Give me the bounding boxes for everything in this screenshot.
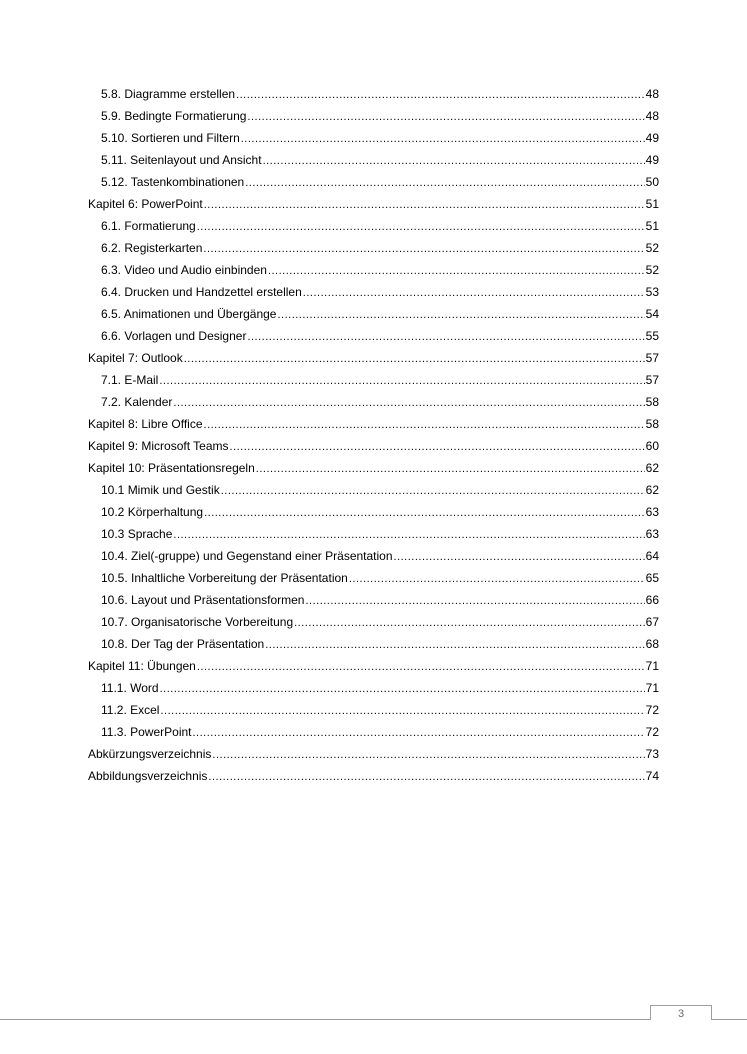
toc-entry-page: 63: [645, 505, 659, 519]
table-of-contents: [88, 83, 659, 787]
toc-entry[interactable]: [88, 105, 659, 127]
toc-entry[interactable]: [88, 281, 659, 303]
toc-entry-label: 6.4. Drucken und Handzettel erstellen: [101, 285, 302, 299]
toc-entry-label: Abkürzungsverzeichnis: [88, 747, 212, 761]
toc-entry-label: 5.9. Bedingte Formatierung: [101, 109, 247, 123]
toc-entry-page: 74: [645, 769, 659, 783]
dot-leader: [241, 128, 645, 150]
dot-leader: [236, 84, 645, 106]
dot-leader: [294, 612, 645, 634]
dot-leader: [277, 304, 644, 326]
toc-entry[interactable]: [88, 127, 659, 149]
toc-entry[interactable]: [88, 501, 659, 523]
toc-entry-page: 57: [645, 373, 659, 387]
dot-leader: [230, 436, 645, 458]
dot-leader: [204, 194, 645, 216]
dot-leader: [265, 634, 644, 656]
toc-entry[interactable]: [88, 171, 659, 193]
toc-entry[interactable]: [88, 545, 659, 567]
toc-entry[interactable]: [88, 303, 659, 325]
toc-entry-page: 71: [645, 681, 659, 695]
toc-entry-label: 7.1. E-Mail: [101, 373, 159, 387]
toc-entry-label: 10.7. Organisatorische Vorbereitung: [101, 615, 294, 629]
toc-entry[interactable]: [88, 83, 659, 105]
toc-entry-label: 6.1. Formatierung: [101, 219, 196, 233]
dot-leader: [203, 238, 644, 260]
toc-entry-label: 10.3 Sprache: [101, 527, 173, 541]
toc-entry[interactable]: [88, 699, 659, 721]
dot-leader: [247, 106, 644, 128]
toc-entry-page: 55: [645, 329, 659, 343]
toc-entry-label: Abbildungsverzeichnis: [88, 769, 208, 783]
dot-leader: [303, 282, 645, 304]
toc-entry-page: 71: [645, 659, 659, 673]
dot-leader: [204, 502, 645, 524]
toc-entry-page: 63: [645, 527, 659, 541]
toc-entry-page: 52: [645, 263, 659, 277]
dot-leader: [394, 546, 645, 568]
toc-entry-page: 62: [645, 483, 659, 497]
dot-leader: [208, 766, 644, 788]
toc-entry[interactable]: [88, 215, 659, 237]
dot-leader: [268, 260, 645, 282]
toc-entry-page: 49: [645, 131, 659, 145]
toc-entry[interactable]: [88, 633, 659, 655]
toc-entry-label: 5.8. Diagramme erstellen: [101, 87, 236, 101]
toc-entry[interactable]: [88, 743, 659, 765]
dot-leader: [197, 656, 645, 678]
dot-leader: [256, 458, 645, 480]
toc-entry[interactable]: [88, 655, 659, 677]
toc-entry[interactable]: [88, 721, 659, 743]
dot-leader: [159, 370, 644, 392]
toc-entry-label: 6.5. Animationen und Übergänge: [101, 307, 277, 321]
toc-entry-label: Kapitel 8: Libre Office: [88, 417, 203, 431]
toc-entry-label: 6.2. Registerkarten: [101, 241, 203, 255]
toc-entry[interactable]: [88, 193, 659, 215]
toc-entry-label: 11.1. Word: [101, 681, 159, 695]
toc-entry-page: 51: [645, 219, 659, 233]
toc-entry-label: 10.4. Ziel(-gruppe) und Gegenstand einer Präsentation: [101, 549, 393, 563]
toc-entry-page: 54: [645, 307, 659, 321]
toc-entry-label: Kapitel 7: Outlook: [88, 351, 183, 365]
toc-entry-label: Kapitel 9: Microsoft Teams: [88, 439, 229, 453]
toc-entry[interactable]: [88, 149, 659, 171]
toc-entry-label: 5.11. Seitenlayout und Ansicht: [101, 153, 262, 167]
dot-leader: [173, 392, 644, 414]
toc-entry[interactable]: [88, 369, 659, 391]
toc-entry-label: 11.2. Excel: [101, 703, 160, 717]
toc-entry-page: 48: [645, 109, 659, 123]
toc-entry[interactable]: [88, 391, 659, 413]
toc-entry-label: Kapitel 10: Präsentationsregeln: [88, 461, 255, 475]
toc-entry-label: 10.5. Inhaltliche Vorbereitung der Präsentation: [101, 571, 348, 585]
dot-leader: [204, 414, 645, 436]
dot-leader: [245, 172, 644, 194]
dot-leader: [305, 590, 644, 612]
toc-entry-page: 72: [645, 725, 659, 739]
dot-leader: [193, 722, 645, 744]
dot-leader: [184, 348, 645, 370]
toc-entry-page: 73: [645, 747, 659, 761]
toc-entry[interactable]: [88, 479, 659, 501]
toc-entry[interactable]: [88, 677, 659, 699]
toc-entry[interactable]: [88, 457, 659, 479]
toc-entry-page: 58: [645, 417, 659, 431]
toc-entry-page: 53: [645, 285, 659, 299]
toc-entry-page: 49: [645, 153, 659, 167]
toc-entry-label: 10.6. Layout und Präsentationsformen: [101, 593, 305, 607]
footer-rule: [0, 1019, 747, 1020]
toc-entry[interactable]: [88, 325, 659, 347]
toc-entry-page: 50: [645, 175, 659, 189]
toc-entry[interactable]: [88, 611, 659, 633]
toc-entry[interactable]: [88, 435, 659, 457]
toc-entry-label: 6.6. Vorlagen und Designer: [101, 329, 247, 343]
toc-entry-label: 10.8. Der Tag der Präsentation: [101, 637, 265, 651]
toc-entry-page: 52: [645, 241, 659, 255]
toc-entry-page: 65: [645, 571, 659, 585]
toc-entry[interactable]: [88, 523, 659, 545]
toc-entry-label: 5.12. Tastenkombinationen: [101, 175, 245, 189]
page-number: 3: [650, 1005, 712, 1020]
dot-leader: [197, 216, 645, 238]
toc-entry[interactable]: [88, 413, 659, 435]
toc-entry-page: 68: [645, 637, 659, 651]
dot-leader: [247, 326, 644, 348]
toc-entry[interactable]: [88, 347, 659, 369]
toc-entry-page: 72: [645, 703, 659, 717]
dot-leader: [221, 480, 645, 502]
toc-entry-page: 64: [645, 549, 659, 563]
toc-entry-page: 67: [645, 615, 659, 629]
toc-entry[interactable]: [88, 237, 659, 259]
toc-entry-page: 57: [645, 351, 659, 365]
toc-entry-page: 66: [645, 593, 659, 607]
toc-entry-label: Kapitel 6: PowerPoint: [88, 197, 203, 211]
toc-entry-label: 10.2 Körperhaltung: [101, 505, 204, 519]
toc-entry-page: 62: [645, 461, 659, 475]
dot-leader: [263, 150, 645, 172]
toc-entry-label: 6.3. Video und Audio einbinden: [101, 263, 267, 277]
toc-entry-page: 58: [645, 395, 659, 409]
toc-entry[interactable]: [88, 765, 659, 787]
toc-entry-label: Kapitel 11: Übungen: [88, 659, 196, 673]
toc-entry-label: 7.2. Kalender: [101, 395, 173, 409]
toc-entry-label: 10.1 Mimik und Gestik: [101, 483, 220, 497]
dot-leader: [160, 678, 645, 700]
dot-leader: [160, 700, 644, 722]
dot-leader: [212, 744, 644, 766]
toc-entry-page: 51: [645, 197, 659, 211]
toc-entry-page: 48: [645, 87, 659, 101]
toc-entry[interactable]: [88, 259, 659, 281]
dot-leader: [173, 524, 644, 546]
dot-leader: [349, 568, 645, 590]
toc-entry-label: 11.3. PowerPoint: [101, 725, 192, 739]
toc-entry[interactable]: [88, 589, 659, 611]
toc-entry-page: 60: [645, 439, 659, 453]
toc-entry[interactable]: [88, 567, 659, 589]
toc-entry-label: 5.10. Sortieren und Filtern: [101, 131, 240, 145]
